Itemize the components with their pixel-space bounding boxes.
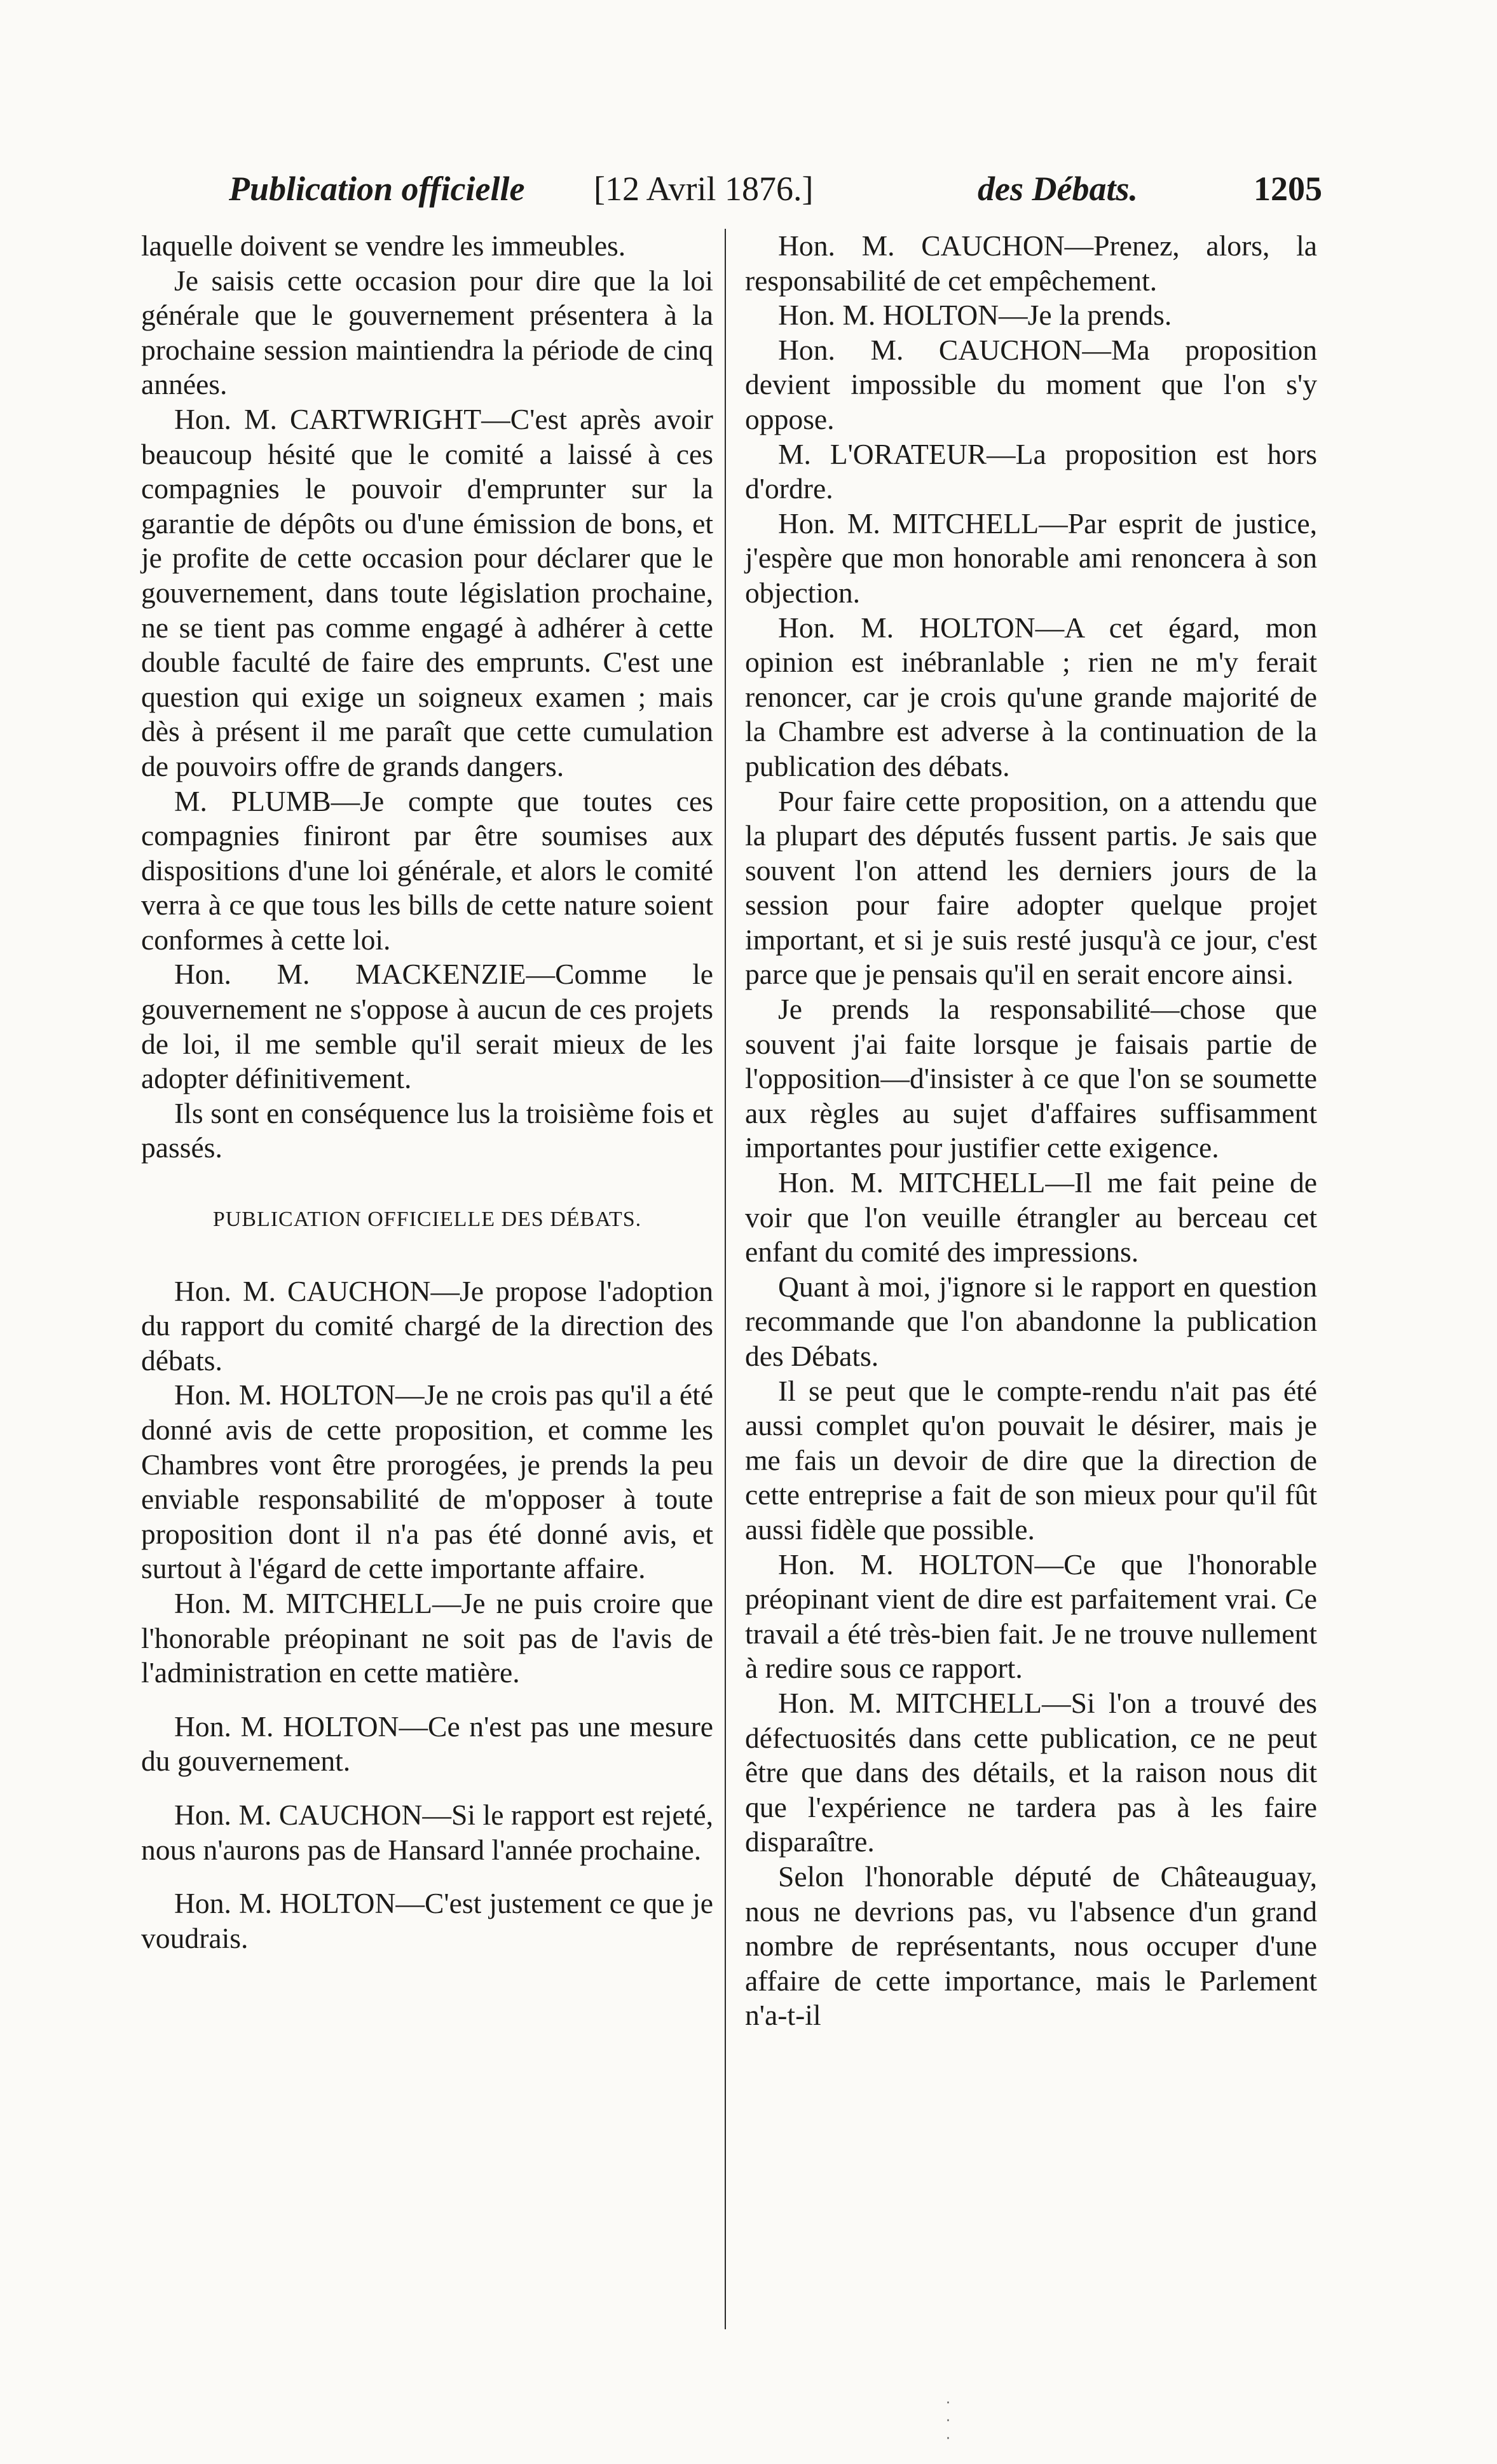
paragraph: Hon. M. CAUCHON—Si le rapport est rejeté, nous n'aurons pas de Hansard l'année prochaine.	[141, 1798, 713, 1866]
left-column	[141, 229, 713, 1956]
paragraph: Hon. M. CAUCHON—Ma proposition devient impossible du moment que l'on s'y oppose.	[745, 333, 1317, 435]
paragraph: Il se peut que le compte-rendu n'ait pas été aussi complet qu'on pouvait le désirer, mais je me fais un devoir de dire que la direction de cette entreprise a fait de son mieux pour qu'il fût aussi fidèle que possible.	[745, 1374, 1317, 1546]
paragraph: Quant à moi, j'ignore si le rapport en question recommande que l'on abandonne la publication des Débats.	[745, 1270, 1317, 1372]
paragraph: Hon. M. MITCHELL—Par esprit de justice, j'espère que mon honorable ami renoncera à son objection.	[745, 507, 1317, 609]
paragraph: Hon. M. CAUCHON—Je propose l'adoption du rapport du comité chargé de la direction des débats.	[141, 1274, 713, 1377]
paragraph: laquelle doivent se vendre les immeubles.	[141, 229, 626, 262]
paragraph: Hon. M. HOLTON—Ce n'est pas une mesure du gouvernement.	[141, 1710, 713, 1778]
section-heading: PUBLICATION OFFICIELLE DES DÉBATS.	[212, 1208, 642, 1232]
paragraph: Hon. M. HOLTON—Ce que l'honorable préopinant vient de dire est parfaitement vrai. Ce travail a été très-bien fait. Je ne trouve nullement à redire sous ce rapport.	[745, 1548, 1317, 1685]
paragraph: Je prends la responsabilité—chose que souvent j'ai faite lorsque je faisais partie de l'opposition—d'insister à ce que l'on se soumette aux règles au sujet d'affaires suffisamment importantes pour justifier cette exigence.	[745, 993, 1317, 1164]
page-header	[229, 167, 1322, 211]
paragraph: Selon l'honorable député de Châteauguay, nous ne devrions pas, vu l'absence d'un grand nombre de représentants, nous occuper d'une affaire de cette importance, mais le Parlement n'a-t-il	[745, 1860, 1317, 2032]
column-divider	[725, 229, 726, 2329]
paragraph: Hon. M. HOLTON—Je ne crois pas qu'il a été donné avis de cette proposition, et comme les Chambres vont être prorogées, je prends la peu enviable responsabilité de m'opposer à toute proposition dont il n'a pas été donné avis, et surtout à l'égard de cette importante affaire.	[141, 1378, 713, 1585]
paragraph: M. PLUMB—Je compte que toutes ces compagnies finiront par être soumises aux dispositions d'une loi générale, et alors le comité verra à ce que tous les bills de cette nature soient conformes à cette loi.	[141, 784, 713, 956]
page-number: 1205	[1254, 170, 1322, 208]
paragraph: Hon. M. HOLTON—C'est justement ce que je voudrais.	[141, 1887, 713, 1954]
paragraph: Je saisis cette occasion pour dire que la loi générale que le gouvernement présentera à la prochaine session maintiendra la période de cinq années.	[141, 264, 713, 401]
running-date: [12 Avril 1876.]	[594, 170, 814, 208]
paragraph: Hon. M. MITCHELL—Si l'on a trouvé des défectuosités dans cette publication, ce ne peut être que dans des détails, et la raison nous dit que l'expérience ne tardera pas à les faire disparaître.	[745, 1686, 1317, 1858]
paragraph: Hon. M. MITCHELL—Je ne puis croire que l'honorable préopinant ne soit pas de l'avis de l'administration en cette matière.	[141, 1586, 713, 1689]
running-title-right: des Débats.	[978, 170, 1138, 208]
paragraph: Hon. M. MITCHELL—Il me fait peine de voir que l'on veuille étrangler au berceau cet enfant du comité des impressions.	[745, 1166, 1317, 1269]
right-column	[745, 229, 1317, 2033]
paragraph: Hon. M. CAUCHON—Prenez, alors, la responsabilité de cet empêchement.	[745, 229, 1317, 297]
running-title-left: Publication officielle	[229, 170, 525, 208]
paragraph: Hon. M. CARTWRIGHT—C'est après avoir beaucoup hésité que le comité a laissé à ces compagnies le pouvoir d'emprunter sur la garantie de dépôts ou d'une émission de bons, et je profite de cette occasion pour déclarer que le gouvernement, dans toute législation prochaine, ne se tient pas comme engagé à adhérer à cette double faculté de faire des emprunts. C'est une question qui exige un soigneux examen ; mais dès à présent il me paraît que cette cumulation de pouvoirs offre de grands dangers.	[141, 402, 713, 782]
paragraph: Ils sont en conséquence lus la troisième fois et passés.	[141, 1096, 713, 1164]
printer-marks: · · ·	[946, 2395, 950, 2447]
paragraph: M. L'ORATEUR—La proposition est hors d'ordre.	[745, 437, 1317, 505]
paragraph: Hon. M. HOLTON—Je la prends.	[778, 299, 1172, 332]
paragraph: Pour faire cette proposition, on a attendu que la plupart des députés fussent partis. Je sais que souvent l'on attend les derniers jours de la session pour faire adopter quelque projet important, et si je suis resté jusqu'à ce jour, c'est parce que je pensais qu'il en serait encore ainsi.	[745, 784, 1317, 991]
paragraph: Hon. M. MACKENZIE—Comme le gouvernement ne s'oppose à aucun de ces projets de loi, il me semble qu'il serait mieux de les adopter définitivement.	[141, 958, 713, 1095]
paragraph: Hon. M. HOLTON—A cet égard, mon opinion est inébranlable ; rien ne m'y ferait renoncer, car je crois qu'une grande majorité de la Chambre est adverse à la continuation de la publication des débats.	[745, 611, 1317, 782]
